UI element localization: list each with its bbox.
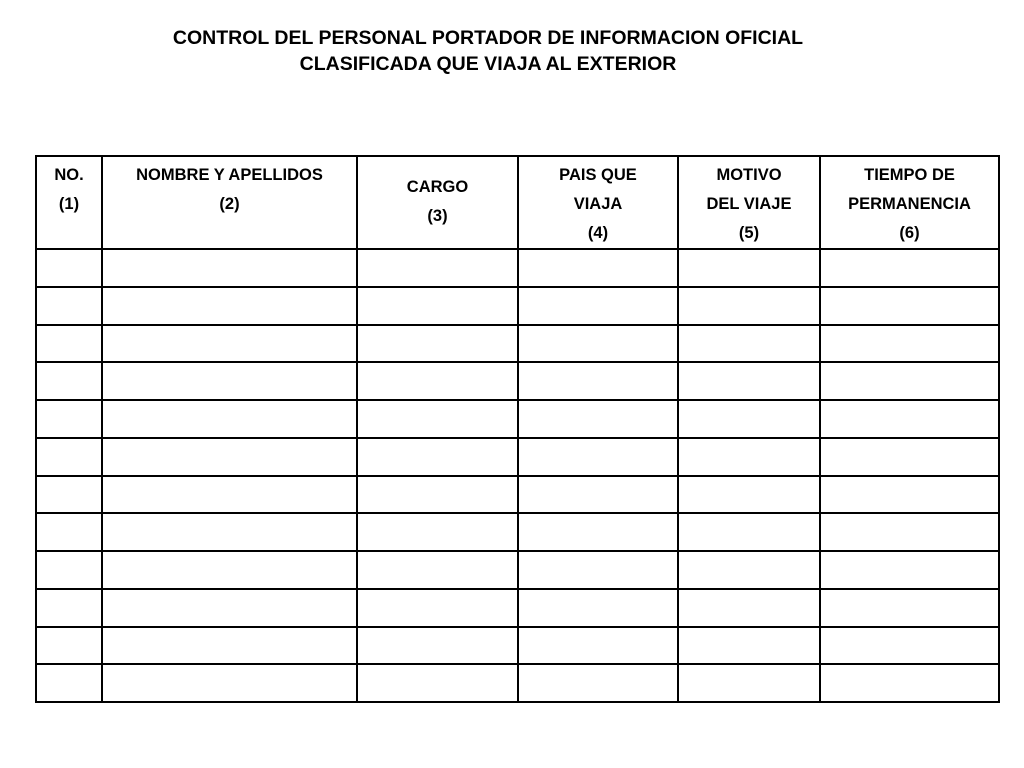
motivo-del-viaje-cell[interactable]: [678, 400, 820, 438]
pais-que-viaja-cell[interactable]: [518, 589, 678, 627]
nombre-y-apellidos-cell[interactable]: [102, 513, 357, 551]
motivo-del-viaje-cell[interactable]: [678, 438, 820, 476]
column-header-number: (5): [738, 224, 760, 242]
cargo-cell[interactable]: [357, 589, 518, 627]
nombre-y-apellidos-cell[interactable]: [102, 627, 357, 665]
nombre-y-apellidos-cell[interactable]: [102, 249, 357, 287]
motivo-del-viaje-cell[interactable]: [678, 325, 820, 363]
column-header-nombre-y-apellidos: [102, 156, 357, 249]
title-line-2: CLASIFICADA QUE VIAJA AL EXTERIOR: [299, 53, 677, 75]
column-header-label: NOMBRE Y APELLIDOS: [136, 166, 323, 184]
nombre-y-apellidos-cell[interactable]: [102, 551, 357, 589]
tiempo-de-permanencia-cell[interactable]: [820, 287, 999, 325]
no-cell[interactable]: [36, 589, 102, 627]
cargo-cell[interactable]: [357, 287, 518, 325]
cargo-cell[interactable]: [357, 513, 518, 551]
column-header-number: (2): [219, 195, 240, 213]
column-header-tiempo-de-permanencia: [820, 156, 999, 249]
pais-que-viaja-cell[interactable]: [518, 400, 678, 438]
pais-que-viaja-cell[interactable]: [518, 438, 678, 476]
tiempo-de-permanencia-cell[interactable]: [820, 362, 999, 400]
column-header-label: PAIS QUE: [559, 166, 637, 184]
no-cell[interactable]: [36, 438, 102, 476]
pais-que-viaja-cell[interactable]: [518, 551, 678, 589]
no-cell[interactable]: [36, 513, 102, 551]
motivo-del-viaje-cell[interactable]: [678, 287, 820, 325]
cargo-cell[interactable]: [357, 551, 518, 589]
column-header-label: NO.: [54, 166, 84, 184]
table-row: [36, 551, 999, 589]
motivo-del-viaje-cell[interactable]: [678, 362, 820, 400]
nombre-y-apellidos-cell[interactable]: [102, 362, 357, 400]
column-header-label: TIEMPO DE: [864, 166, 955, 184]
table-row: [36, 513, 999, 551]
tiempo-de-permanencia-cell[interactable]: [820, 627, 999, 665]
tiempo-de-permanencia-cell[interactable]: [820, 551, 999, 589]
motivo-del-viaje-cell[interactable]: [678, 551, 820, 589]
motivo-del-viaje-cell[interactable]: [678, 476, 820, 514]
nombre-y-apellidos-cell[interactable]: [102, 476, 357, 514]
motivo-del-viaje-cell[interactable]: [678, 249, 820, 287]
no-cell[interactable]: [36, 400, 102, 438]
motivo-del-viaje-cell[interactable]: [678, 513, 820, 551]
tiempo-de-permanencia-cell[interactable]: [820, 400, 999, 438]
tiempo-de-permanencia-cell[interactable]: [820, 513, 999, 551]
no-cell[interactable]: [36, 664, 102, 702]
motivo-del-viaje-cell[interactable]: [678, 627, 820, 665]
pais-que-viaja-cell[interactable]: [518, 325, 678, 363]
cargo-cell[interactable]: [357, 476, 518, 514]
pais-que-viaja-cell[interactable]: [518, 627, 678, 665]
title-line-1: CONTROL DEL PERSONAL PORTADOR DE INFORMACION OFICIAL: [172, 27, 804, 49]
cargo-cell[interactable]: [357, 249, 518, 287]
no-cell[interactable]: [36, 287, 102, 325]
tiempo-de-permanencia-cell[interactable]: [820, 249, 999, 287]
tiempo-de-permanencia-cell[interactable]: [820, 476, 999, 514]
cargo-cell[interactable]: [357, 627, 518, 665]
column-header-number: (6): [899, 224, 920, 242]
motivo-del-viaje-cell[interactable]: [678, 589, 820, 627]
table-row: [36, 287, 999, 325]
no-cell[interactable]: [36, 249, 102, 287]
column-header-label: DEL VIAJE: [706, 195, 792, 213]
pais-que-viaja-cell[interactable]: [518, 287, 678, 325]
table-row: [36, 627, 999, 665]
motivo-del-viaje-cell[interactable]: [678, 664, 820, 702]
column-header-label: MOTIVO: [716, 166, 782, 184]
nombre-y-apellidos-cell[interactable]: [102, 287, 357, 325]
no-cell[interactable]: [36, 627, 102, 665]
no-cell[interactable]: [36, 476, 102, 514]
table-body: [36, 249, 999, 702]
tiempo-de-permanencia-cell[interactable]: [820, 589, 999, 627]
cargo-cell[interactable]: [357, 325, 518, 363]
pais-que-viaja-cell[interactable]: [518, 362, 678, 400]
nombre-y-apellidos-cell[interactable]: [102, 589, 357, 627]
column-header-number: (3): [427, 206, 448, 225]
column-header-no: [36, 156, 102, 249]
pais-que-viaja-cell[interactable]: [518, 513, 678, 551]
cargo-cell[interactable]: [357, 362, 518, 400]
table-row: [36, 664, 999, 702]
document-title: [0, 25, 976, 77]
column-header-label: VIAJA: [573, 195, 623, 213]
column-header-label: PERMANENCIA: [848, 195, 971, 213]
table-row: [36, 400, 999, 438]
no-cell[interactable]: [36, 325, 102, 363]
no-cell[interactable]: [36, 362, 102, 400]
column-header-number: (4): [587, 224, 609, 242]
cargo-cell[interactable]: [357, 438, 518, 476]
tiempo-de-permanencia-cell[interactable]: [820, 325, 999, 363]
column-header-number: (1): [58, 195, 80, 213]
table-row: [36, 476, 999, 514]
nombre-y-apellidos-cell[interactable]: [102, 325, 357, 363]
tiempo-de-permanencia-cell[interactable]: [820, 664, 999, 702]
table-row: [36, 325, 999, 363]
pais-que-viaja-cell[interactable]: [518, 664, 678, 702]
column-header-pais-que-viaja: [518, 156, 678, 249]
tiempo-de-permanencia-cell[interactable]: [820, 438, 999, 476]
table-row: [36, 249, 999, 287]
personnel-control-table: [35, 155, 1000, 703]
table-row: [36, 589, 999, 627]
pais-que-viaja-cell[interactable]: [518, 476, 678, 514]
nombre-y-apellidos-cell[interactable]: [102, 664, 357, 702]
table-row: [36, 438, 999, 476]
table-header-row: [36, 156, 999, 249]
nombre-y-apellidos-cell[interactable]: [102, 438, 357, 476]
nombre-y-apellidos-cell[interactable]: [102, 400, 357, 438]
pais-que-viaja-cell[interactable]: [518, 249, 678, 287]
no-cell[interactable]: [36, 551, 102, 589]
cargo-cell[interactable]: [357, 400, 518, 438]
column-header-motivo-del-viaje: [678, 156, 820, 249]
column-header-label: CARGO: [406, 177, 469, 196]
column-header-cargo: [357, 156, 518, 249]
table-row: [36, 362, 999, 400]
cargo-cell[interactable]: [357, 664, 518, 702]
